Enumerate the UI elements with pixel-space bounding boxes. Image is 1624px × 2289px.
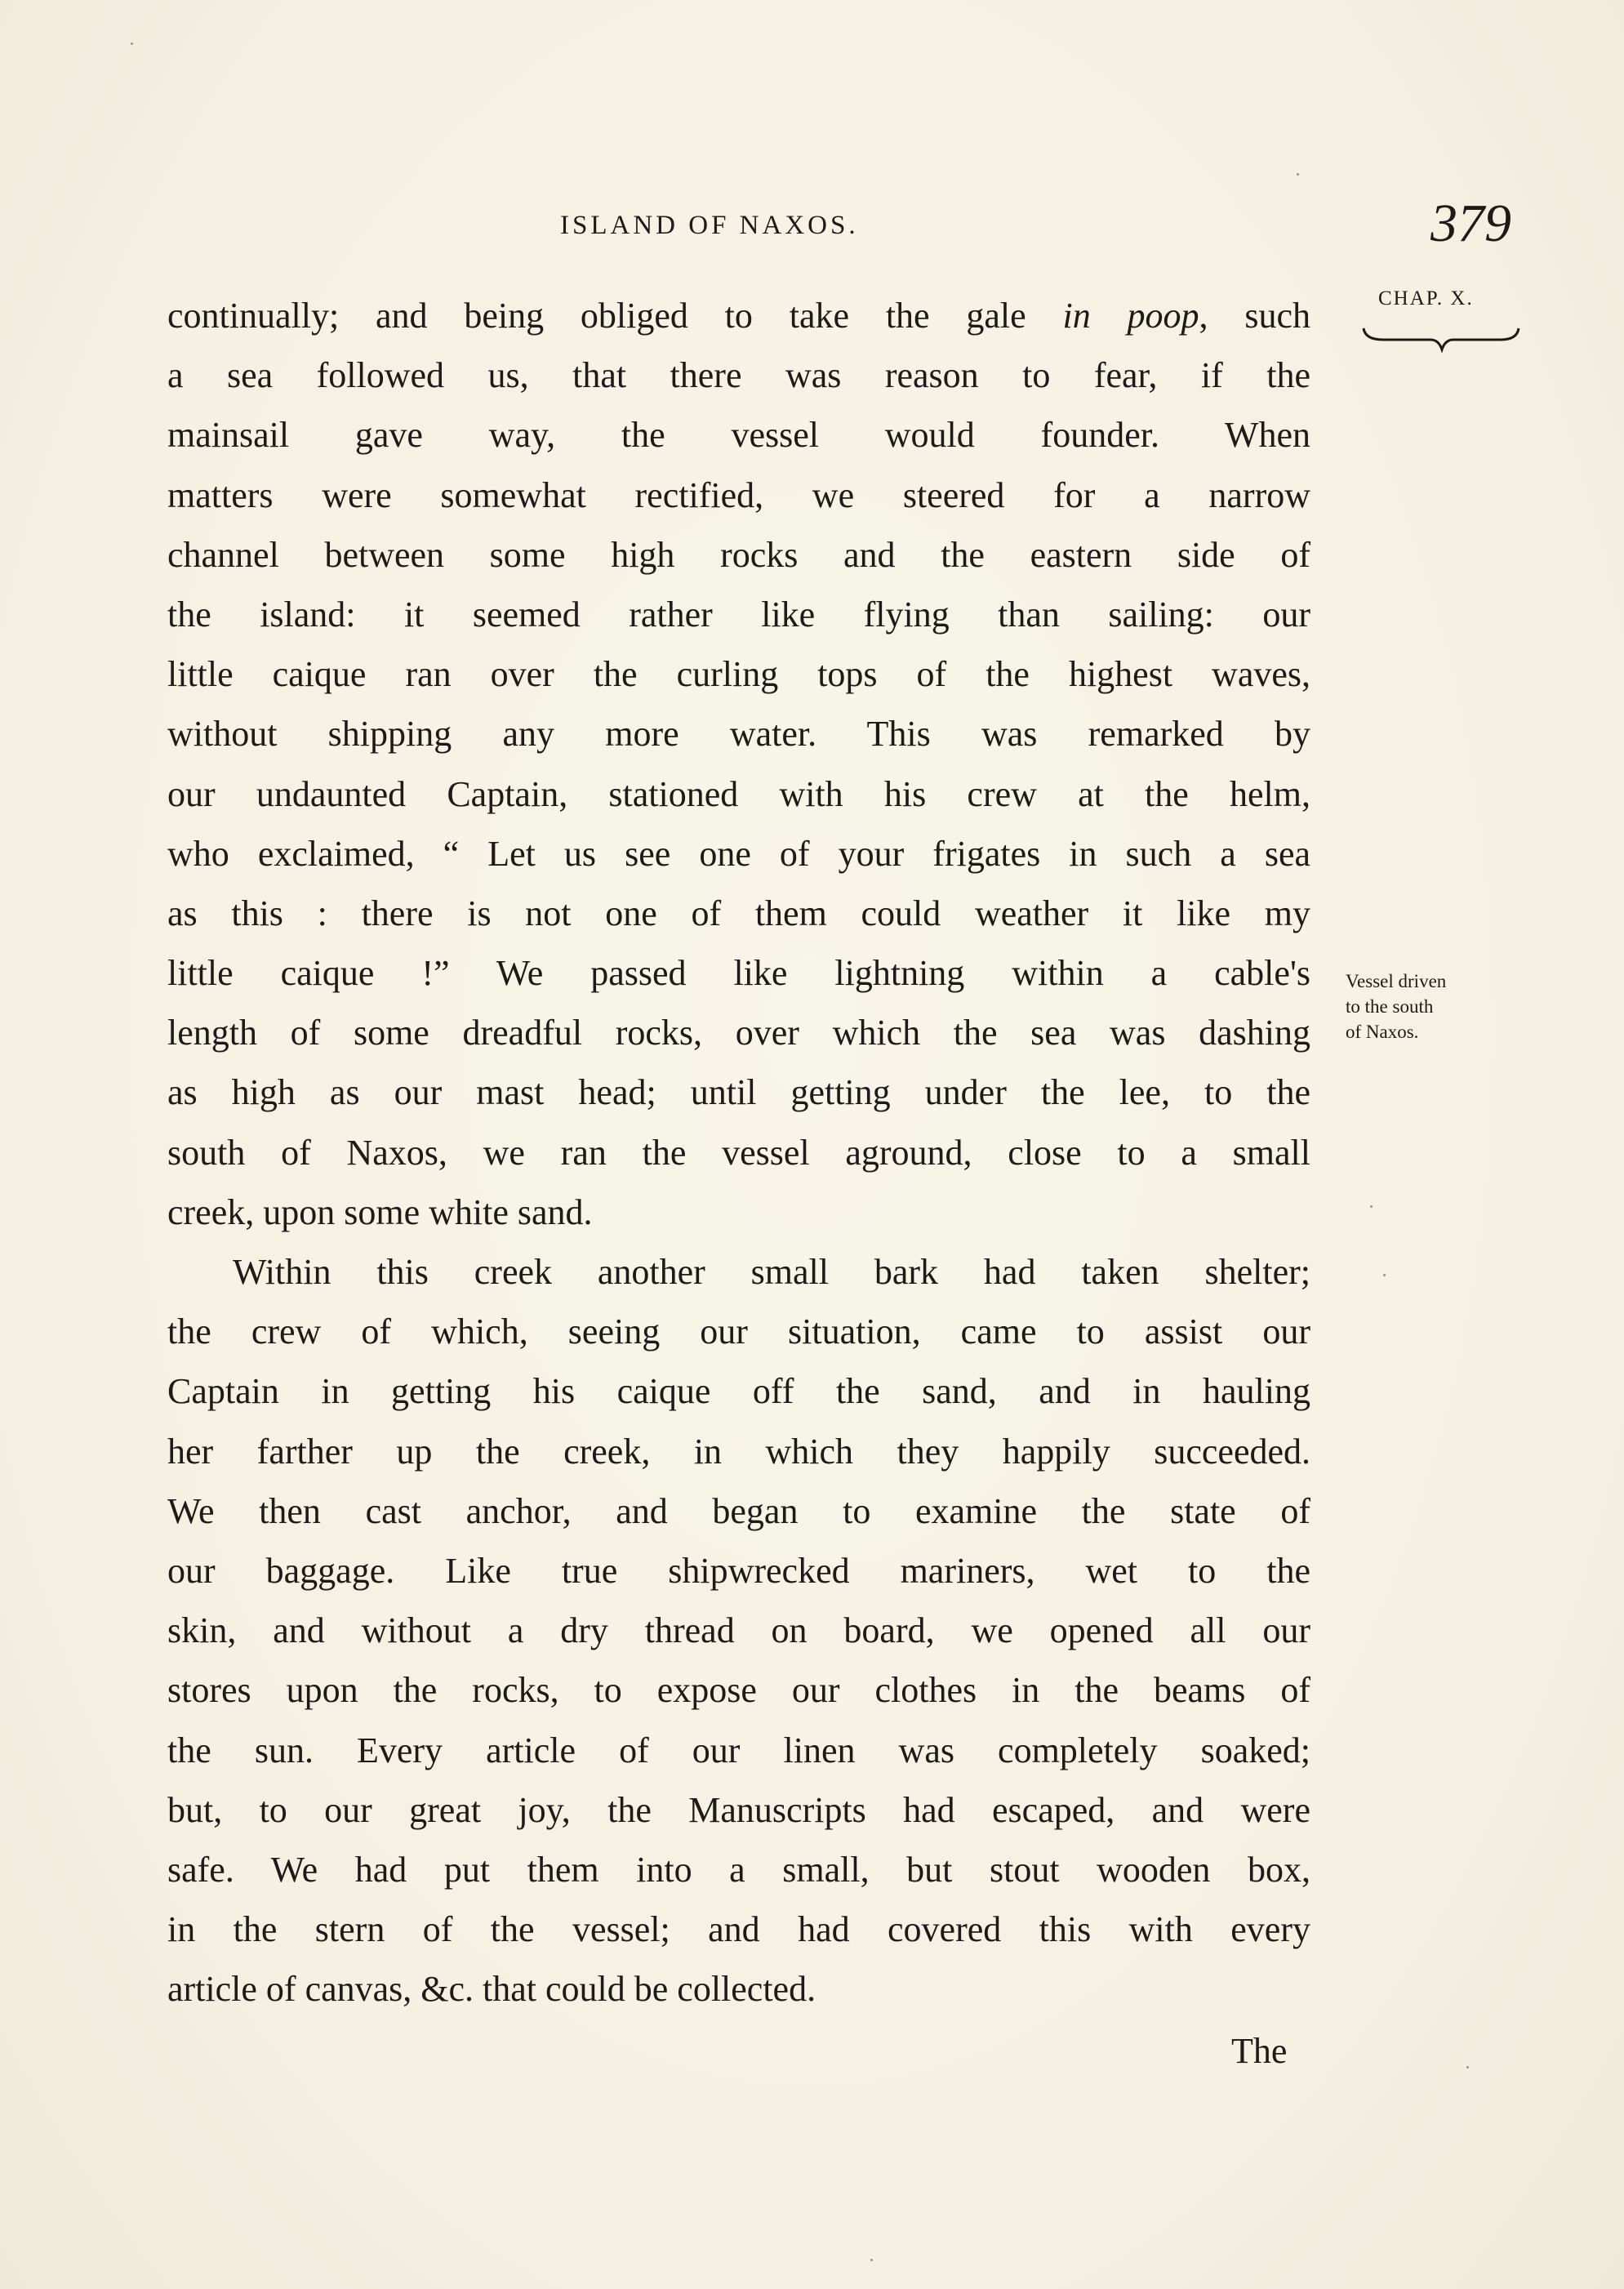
text-line: as this : there is not one of them could weather it like my [167, 893, 1310, 933]
body-text [167, 286, 1310, 2019]
running-head: ISLAND OF NAXOS. [560, 211, 859, 240]
text-line: skin, and without a dry thread on board, we opened all our [167, 1610, 1310, 1651]
paper-speck [131, 42, 133, 45]
text-line: channel between some high rocks and the eastern side of [167, 534, 1310, 575]
paper-speck [1383, 1274, 1386, 1276]
text-line: our undaunted Captain, stationed with his crew at the helm, [167, 773, 1310, 814]
paper-speck [1466, 2066, 1469, 2069]
margin-note-line: of Naxos. [1346, 1022, 1419, 1042]
margin-note [1346, 969, 1493, 1044]
text-line: a sea followed us, that there was reason to fear, if the [167, 355, 1310, 396]
chapter-label: CHAP. X. [1378, 287, 1474, 310]
margin-note-line: to the south [1346, 996, 1434, 1017]
text-line: south of Naxos, we ran the vessel aground, close to a small [167, 1132, 1310, 1173]
text-line: the crew of which, seeing our situation, came to assist our [167, 1311, 1310, 1352]
text-line: matters were somewhat rectified, we steered for a narrow [167, 474, 1310, 515]
text-line: creek, upon some white sand. [167, 1191, 593, 1232]
text-line: little caique ran over the curling tops of the highest waves, [167, 654, 1310, 695]
text-line: stores upon the rocks, to expose our clothes in the beams of [167, 1670, 1310, 1711]
text-line: Captain in getting his caique off the sand, and in hauling [167, 1371, 1310, 1412]
catchword: The [1231, 2031, 1288, 2071]
text-line: without shipping any more water. This was remarked by [167, 714, 1310, 755]
text-line: her farther up the creek, in which they happily succeeded. [167, 1431, 1310, 1472]
page-number: 379 [1430, 194, 1511, 253]
text-line: mainsail gave way, the vessel would founder. When [167, 415, 1310, 456]
paper-speck [870, 2259, 873, 2261]
text-line: who exclaimed, “ Let us see one of your frigates in such a sea [167, 833, 1310, 874]
text-line: the island: it seemed rather like flying than sailing: our [167, 594, 1310, 635]
text-line: little caique !” We passed like lightning within a cable's [167, 953, 1310, 994]
chapter-brace [1359, 325, 1522, 354]
text-line: We then cast anchor, and began to examine the state of [167, 1490, 1310, 1531]
margin-note-line: Vessel driven [1346, 971, 1447, 991]
italic-term: in poop [1062, 296, 1199, 336]
text-line: the sun. Every article of our linen was completely soaked; [167, 1730, 1310, 1770]
paper-speck [1370, 1205, 1373, 1208]
text-line: length of some dreadful rocks, over which the sea was dashing [167, 1013, 1310, 1053]
text-line: our baggage. Like true shipwrecked mariners, wet to the [167, 1550, 1310, 1591]
paper-speck [1297, 173, 1299, 176]
text-line: but, to our great joy, the Manuscripts had escaped, and were [167, 1789, 1310, 1830]
text-line: Within this creek another small bark had taken shelter; [233, 1252, 1310, 1292]
text-line: article of canvas, &c. that could be collected. [167, 1969, 816, 2010]
text-line: safe. We had put them into a small, but stout wooden box, [167, 1849, 1310, 1890]
text-line: as high as our mast head; until getting under the lee, to the [167, 1072, 1310, 1113]
text-line: in the stern of the vessel; and had covered this with every [167, 1909, 1310, 1950]
text-line: continually; and being obliged to take the gale in poop, such [167, 296, 1310, 336]
